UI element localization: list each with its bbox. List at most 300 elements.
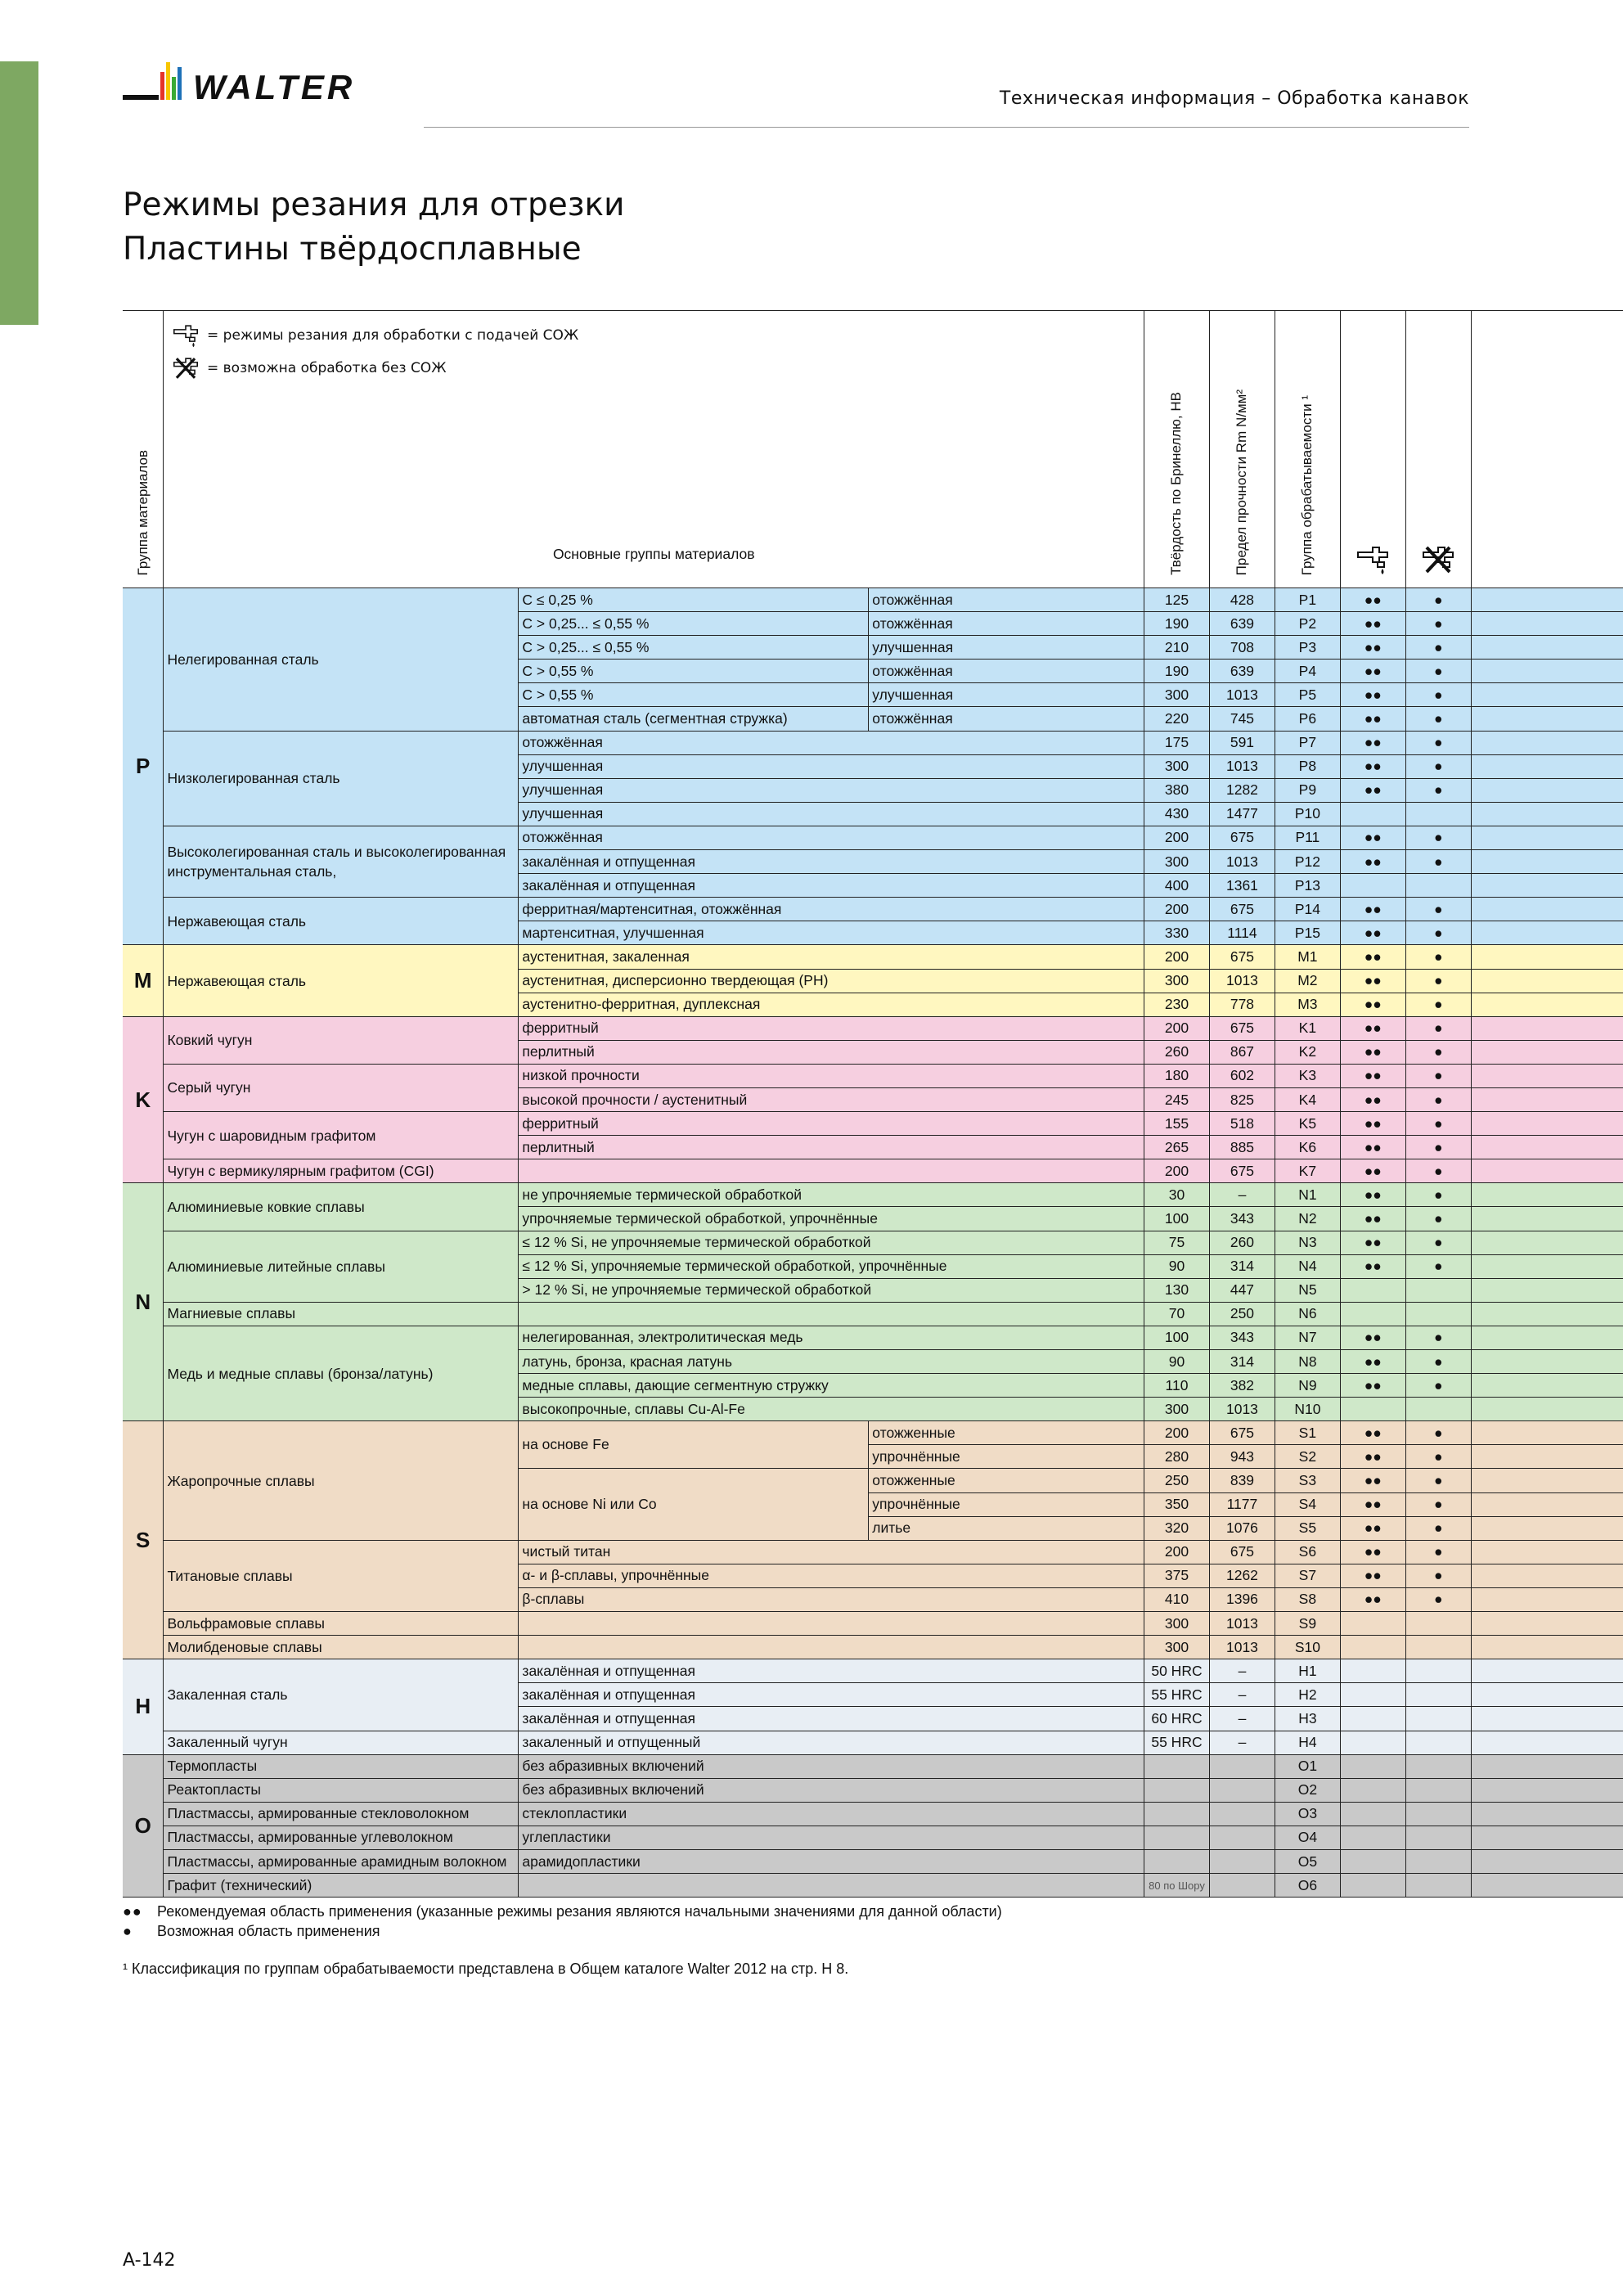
strength-value: 708 xyxy=(1209,636,1275,660)
wet-application xyxy=(1340,1302,1405,1326)
hardness-value: 200 xyxy=(1144,826,1210,849)
machinability-code: K2 xyxy=(1275,1040,1340,1064)
empty-cell xyxy=(1471,1636,1623,1659)
legend-dry: = возможна обработка без СОЖ xyxy=(168,352,578,385)
table-row xyxy=(123,1231,1623,1254)
strength-value: 675 xyxy=(1209,1421,1275,1445)
dry-application: ● xyxy=(1405,1516,1471,1540)
material-subgroup: на основе Ni или Co xyxy=(519,1469,869,1540)
hardness-value: 300 xyxy=(1144,1398,1210,1421)
hardness-value: 155 xyxy=(1144,1112,1210,1136)
dry-application xyxy=(1405,1683,1471,1707)
dry-application: ● xyxy=(1405,993,1471,1016)
strength-value: 250 xyxy=(1209,1302,1275,1326)
hardness-value: 300 xyxy=(1144,754,1210,778)
hardness-value xyxy=(1144,1849,1210,1873)
hardness-value xyxy=(1144,1754,1210,1778)
strength-value: 675 xyxy=(1209,898,1275,921)
empty-cell xyxy=(1471,1659,1623,1683)
machinability-code: S2 xyxy=(1275,1445,1340,1469)
material-subgroup: мартенситная, улучшенная xyxy=(519,921,1144,945)
hardness-value: 55 HRC xyxy=(1144,1731,1210,1754)
header-hardness: Твёрдость по Бринеллю, НВ xyxy=(1144,311,1210,588)
hardness-value: 300 xyxy=(1144,969,1210,993)
machinability-code: P3 xyxy=(1275,636,1340,660)
dry-application: ● xyxy=(1405,1421,1471,1445)
strength-value: 867 xyxy=(1209,1040,1275,1064)
empty-cell xyxy=(1471,1207,1623,1231)
material-subgroup xyxy=(519,1302,1144,1326)
material-subgroup: улучшенная xyxy=(519,802,1144,826)
wet-application: ●● xyxy=(1340,945,1405,969)
hardness-value: 100 xyxy=(1144,1326,1210,1349)
dry-application: ● xyxy=(1405,1087,1471,1111)
machinability-code: S4 xyxy=(1275,1492,1340,1516)
wet-application: ●● xyxy=(1340,826,1405,849)
strength-value: 1013 xyxy=(1209,754,1275,778)
coolant-legend xyxy=(168,319,578,385)
material-subgroup: аустенитно-ферритная, дуплексная xyxy=(519,993,1144,1016)
dry-application: ● xyxy=(1405,1564,1471,1587)
empty-cell xyxy=(1471,1136,1623,1159)
strength-value: 602 xyxy=(1209,1064,1275,1087)
wet-application: ●● xyxy=(1340,1183,1405,1207)
dry-application xyxy=(1405,1707,1471,1731)
hardness-value: 245 xyxy=(1144,1087,1210,1111)
material-group-name: Алюминиевые ковкие сплавы xyxy=(164,1183,519,1231)
material-subgroup: > 12 % Si, не упрочняемые термической обработкой xyxy=(519,1278,1144,1302)
material-group-name: Магниевые сплавы xyxy=(164,1302,519,1326)
wet-application: ●● xyxy=(1340,1374,1405,1398)
empty-cell xyxy=(1471,1254,1623,1278)
hardness-value: 100 xyxy=(1144,1207,1210,1231)
material-group-name: Закаленный чугун xyxy=(164,1731,519,1754)
dry-application xyxy=(1405,1278,1471,1302)
wet-application: ●● xyxy=(1340,1564,1405,1587)
page-number: A-142 xyxy=(123,2250,176,2271)
material-subgroup: высокопрочные, сплавы Cu-Al-Fe xyxy=(519,1398,1144,1421)
strength-value: 343 xyxy=(1209,1207,1275,1231)
machinability-code: O5 xyxy=(1275,1849,1340,1873)
material-subgroup xyxy=(519,1159,1144,1183)
double-dot-text: Рекомендуемая область применения (указанные режимы резания являются начальными значениями для данной области) xyxy=(157,1903,1002,1920)
table-row xyxy=(123,1826,1623,1849)
strength-value: 639 xyxy=(1209,660,1275,683)
material-subgroup: C > 0,55 % xyxy=(519,660,869,683)
hardness-value: 430 xyxy=(1144,802,1210,826)
wet-application: ●● xyxy=(1340,1040,1405,1064)
dry-application: ● xyxy=(1405,1254,1471,1278)
material-subgroup: аустенитная, дисперсионно твердеющая (PH) xyxy=(519,969,1144,993)
dry-application: ● xyxy=(1405,778,1471,802)
dry-application: ● xyxy=(1405,1445,1471,1469)
wet-application xyxy=(1340,874,1405,898)
material-subgroup: улучшенная xyxy=(519,754,1144,778)
machinability-code: H3 xyxy=(1275,1707,1340,1731)
wet-application: ●● xyxy=(1340,1254,1405,1278)
empty-cell xyxy=(1471,1421,1623,1445)
strength-value xyxy=(1209,1754,1275,1778)
machinability-code: P13 xyxy=(1275,874,1340,898)
hardness-value: 200 xyxy=(1144,1540,1210,1564)
table-row xyxy=(123,1326,1623,1349)
hardness-value: 190 xyxy=(1144,660,1210,683)
machinability-code: P10 xyxy=(1275,802,1340,826)
empty-cell xyxy=(1471,1469,1623,1492)
strength-value: 428 xyxy=(1209,588,1275,612)
dry-application: ● xyxy=(1405,588,1471,612)
wet-application xyxy=(1340,1612,1405,1636)
page-title xyxy=(123,183,624,272)
strength-value xyxy=(1209,1874,1275,1898)
machinability-code: P6 xyxy=(1275,707,1340,731)
material-condition: отожжённая xyxy=(869,612,1144,636)
machinability-code: N1 xyxy=(1275,1183,1340,1207)
dry-application: ● xyxy=(1405,1231,1471,1254)
wet-application: ●● xyxy=(1340,754,1405,778)
material-subgroup xyxy=(519,1612,1144,1636)
dry-application xyxy=(1405,1612,1471,1636)
strength-value: 639 xyxy=(1209,612,1275,636)
material-subgroup: ферритный xyxy=(519,1112,1144,1136)
empty-cell xyxy=(1471,1112,1623,1136)
hardness-value: 190 xyxy=(1144,612,1210,636)
material-group-name: Чугун с вермикулярным графитом (CGI) xyxy=(164,1159,519,1183)
wet-application xyxy=(1340,1659,1405,1683)
empty-cell xyxy=(1471,1445,1623,1469)
walter-logo xyxy=(123,59,355,116)
strength-value: 675 xyxy=(1209,826,1275,849)
footnote: ¹ Классификация по группам обрабатываемости представлена в Общем каталоге Walter 2012 на стр. H 8. xyxy=(123,1961,849,1977)
empty-cell xyxy=(1471,1874,1623,1898)
dry-application xyxy=(1405,1778,1471,1802)
material-subgroup: не упрочняемые термической обработкой xyxy=(519,1183,1144,1207)
wet-application: ●● xyxy=(1340,1207,1405,1231)
wet-application: ●● xyxy=(1340,1159,1405,1183)
strength-value: 1013 xyxy=(1209,1612,1275,1636)
material-subgroup: закалённая и отпущенная xyxy=(519,850,1144,874)
material-subgroup: упрочняемые термической обработкой, упрочнённые xyxy=(519,1207,1144,1231)
empty-cell xyxy=(1471,1516,1623,1540)
table-row xyxy=(123,1421,1623,1445)
machinability-code: N5 xyxy=(1275,1278,1340,1302)
hardness-value: 410 xyxy=(1144,1587,1210,1611)
empty-cell xyxy=(1471,636,1623,660)
empty-cell xyxy=(1471,1326,1623,1349)
walter-logo-icon xyxy=(123,59,188,116)
material-condition: улучшенная xyxy=(869,636,1144,660)
wet-application: ●● xyxy=(1340,1445,1405,1469)
strength-value xyxy=(1209,1778,1275,1802)
dry-application: ● xyxy=(1405,1587,1471,1611)
material-condition: отожжённая xyxy=(869,660,1144,683)
table-row xyxy=(123,1659,1623,1683)
hardness-value: 230 xyxy=(1144,993,1210,1016)
strength-value: 1282 xyxy=(1209,778,1275,802)
hardness-value: 60 HRC xyxy=(1144,1707,1210,1731)
machinability-code: S10 xyxy=(1275,1636,1340,1659)
empty-cell xyxy=(1471,1302,1623,1326)
wet-application: ●● xyxy=(1340,1087,1405,1111)
page-title-line2: Пластины твёрдосплавные xyxy=(123,231,582,268)
table-row xyxy=(123,1064,1623,1087)
legend-wet: = режимы резания для обработки с подачей СОЖ xyxy=(168,319,578,352)
material-condition: упрочнённые xyxy=(869,1445,1144,1469)
machinability-code: K7 xyxy=(1275,1159,1340,1183)
strength-value: 778 xyxy=(1209,993,1275,1016)
empty-cell xyxy=(1471,1683,1623,1707)
empty-cell xyxy=(1471,1064,1623,1087)
material-group-name: Серый чугун xyxy=(164,1064,519,1111)
strength-value: 518 xyxy=(1209,1112,1275,1136)
strength-value: 675 xyxy=(1209,1540,1275,1564)
dry-application: ● xyxy=(1405,660,1471,683)
wet-application: ●● xyxy=(1340,707,1405,731)
dry-application: ● xyxy=(1405,969,1471,993)
material-group-name: Титановые сплавы xyxy=(164,1540,519,1611)
dry-application: ● xyxy=(1405,1159,1471,1183)
machinability-code: H1 xyxy=(1275,1659,1340,1683)
hardness-value xyxy=(1144,1802,1210,1826)
material-group-letter: P xyxy=(123,588,164,945)
legend-notes xyxy=(123,1902,1002,1941)
wet-application: ●● xyxy=(1340,898,1405,921)
dry-application xyxy=(1405,1802,1471,1826)
machinability-code: P1 xyxy=(1275,588,1340,612)
machinability-code: M1 xyxy=(1275,945,1340,969)
table-row xyxy=(123,898,1623,921)
single-dot-text: Возможная область применения xyxy=(157,1923,380,1939)
empty-cell xyxy=(1471,1278,1623,1302)
table-row xyxy=(123,1159,1623,1183)
dry-application xyxy=(1405,1826,1471,1849)
strength-value: 675 xyxy=(1209,1016,1275,1040)
machinability-code: O4 xyxy=(1275,1826,1340,1849)
header-group: Группа материалов xyxy=(123,311,164,588)
dry-application: ● xyxy=(1405,1040,1471,1064)
wet-application: ●● xyxy=(1340,1231,1405,1254)
hardness-value xyxy=(1144,1778,1210,1802)
material-subgroup: на основе Fe xyxy=(519,1421,869,1469)
material-subgroup: C > 0,25... ≤ 0,55 % xyxy=(519,612,869,636)
hardness-value: 250 xyxy=(1144,1469,1210,1492)
strength-value: 1262 xyxy=(1209,1564,1275,1587)
strength-value: 1013 xyxy=(1209,1398,1275,1421)
strength-value: 1013 xyxy=(1209,969,1275,993)
hardness-value: 260 xyxy=(1144,1040,1210,1064)
hardness-value: 55 HRC xyxy=(1144,1683,1210,1707)
single-dot-symbol: ● xyxy=(123,1923,133,1939)
empty-cell xyxy=(1471,1087,1623,1111)
strength-value: – xyxy=(1209,1683,1275,1707)
empty-cell xyxy=(1471,921,1623,945)
wet-application xyxy=(1340,1683,1405,1707)
machinability-code: K4 xyxy=(1275,1087,1340,1111)
material-group-name: Реактопласты xyxy=(164,1778,519,1802)
table-row xyxy=(123,588,1623,612)
empty-cell xyxy=(1471,945,1623,969)
strength-value: – xyxy=(1209,1731,1275,1754)
material-subgroup: стеклопластики xyxy=(519,1802,1144,1826)
section-title: Техническая информация – Обработка канавок xyxy=(999,88,1469,109)
table-row xyxy=(123,1016,1623,1040)
dry-application: ● xyxy=(1405,1350,1471,1374)
hardness-value: 70 xyxy=(1144,1302,1210,1326)
material-subgroup: закалённая и отпущенная xyxy=(519,1659,1144,1683)
hardness-value: 175 xyxy=(1144,731,1210,754)
wet-application: ●● xyxy=(1340,1326,1405,1349)
material-subgroup: латунь, бронза, красная латунь xyxy=(519,1350,1144,1374)
dry-application: ● xyxy=(1405,707,1471,731)
wet-application: ●● xyxy=(1340,993,1405,1016)
strength-value: – xyxy=(1209,1183,1275,1207)
wet-application: ●● xyxy=(1340,731,1405,754)
material-condition: отожжённая xyxy=(869,588,1144,612)
dry-application xyxy=(1405,1398,1471,1421)
table-row xyxy=(123,1183,1623,1207)
empty-cell xyxy=(1471,1398,1623,1421)
machinability-code: H4 xyxy=(1275,1731,1340,1754)
dry-application xyxy=(1405,802,1471,826)
hardness-value: 210 xyxy=(1144,636,1210,660)
empty-cell xyxy=(1471,754,1623,778)
table-row xyxy=(123,945,1623,969)
table-row xyxy=(123,1802,1623,1826)
material-subgroup: автоматная сталь (сегментная стружка) xyxy=(519,707,869,731)
logo-text: WALTER xyxy=(193,68,356,106)
dry-application: ● xyxy=(1405,826,1471,849)
wet-application: ●● xyxy=(1340,636,1405,660)
machinability-code: N6 xyxy=(1275,1302,1340,1326)
empty-cell xyxy=(1471,1540,1623,1564)
empty-cell xyxy=(1471,588,1623,612)
dry-application: ● xyxy=(1405,898,1471,921)
section-tab xyxy=(0,61,38,325)
empty-cell xyxy=(1471,683,1623,707)
material-subgroup: C ≤ 0,25 % xyxy=(519,588,869,612)
hardness-value: 280 xyxy=(1144,1445,1210,1469)
material-subgroup: ферритный xyxy=(519,1016,1144,1040)
strength-value: 314 xyxy=(1209,1254,1275,1278)
dry-application xyxy=(1405,1849,1471,1873)
machinability-code: N2 xyxy=(1275,1207,1340,1231)
table-row xyxy=(123,731,1623,754)
empty-cell xyxy=(1471,969,1623,993)
wet-application: ●● xyxy=(1340,660,1405,683)
hardness-value: 90 xyxy=(1144,1254,1210,1278)
wet-application: ●● xyxy=(1340,1064,1405,1087)
machinability-code: K6 xyxy=(1275,1136,1340,1159)
strength-value: 382 xyxy=(1209,1374,1275,1398)
hardness-value: 180 xyxy=(1144,1064,1210,1087)
material-condition: отожжённая xyxy=(869,707,1144,731)
strength-value: 1477 xyxy=(1209,802,1275,826)
machinability-code: S6 xyxy=(1275,1540,1340,1564)
material-condition: упрочнённые xyxy=(869,1492,1144,1516)
empty-cell xyxy=(1471,707,1623,731)
page-title-line1: Режимы резания для отрезки xyxy=(123,187,625,223)
hardness-value: 300 xyxy=(1144,1612,1210,1636)
machinability-code: S8 xyxy=(1275,1587,1340,1611)
cutting-data-table xyxy=(123,310,1623,1898)
hardness-value: 320 xyxy=(1144,1516,1210,1540)
header-empty xyxy=(1471,311,1623,588)
empty-cell xyxy=(1471,826,1623,849)
strength-value: 1076 xyxy=(1209,1516,1275,1540)
material-subgroup: ≤ 12 % Si, не упрочняемые термической обработкой xyxy=(519,1231,1144,1254)
material-group-name: Нелегированная сталь xyxy=(164,588,519,732)
dry-application: ● xyxy=(1405,683,1471,707)
material-group-name: Нержавеющая сталь xyxy=(164,945,519,1016)
machinability-code: S7 xyxy=(1275,1564,1340,1587)
material-group-name: Закаленная сталь xyxy=(164,1659,519,1731)
dry-application xyxy=(1405,1659,1471,1683)
strength-value: 1013 xyxy=(1209,683,1275,707)
wet-application xyxy=(1340,1778,1405,1802)
material-subgroup: нелегированная, электролитическая медь xyxy=(519,1326,1144,1349)
material-group-name: Вольфрамовые сплавы xyxy=(164,1612,519,1636)
strength-value: 260 xyxy=(1209,1231,1275,1254)
material-group-name: Графит (технический) xyxy=(164,1874,519,1898)
material-group-name: Медь и медные сплавы (бронза/латунь) xyxy=(164,1326,519,1420)
machinability-code: S1 xyxy=(1275,1421,1340,1445)
dry-application: ● xyxy=(1405,850,1471,874)
machinability-code: O6 xyxy=(1275,1874,1340,1898)
machinability-code: P15 xyxy=(1275,921,1340,945)
material-subgroup: закаленный и отпущенный xyxy=(519,1731,1144,1754)
wet-application xyxy=(1340,802,1405,826)
empty-cell xyxy=(1471,1350,1623,1374)
empty-cell xyxy=(1471,850,1623,874)
empty-cell xyxy=(1471,1564,1623,1587)
hardness-value: 300 xyxy=(1144,1636,1210,1659)
wet-application: ●● xyxy=(1340,1587,1405,1611)
wet-application: ●● xyxy=(1340,1421,1405,1445)
dry-application xyxy=(1405,1302,1471,1326)
empty-cell xyxy=(1471,1231,1623,1254)
machinability-code: S5 xyxy=(1275,1516,1340,1540)
material-subgroup: отожжённая xyxy=(519,826,1144,849)
strength-value: 1177 xyxy=(1209,1492,1275,1516)
material-subgroup: чистый титан xyxy=(519,1540,1144,1564)
wet-application: ●● xyxy=(1340,1516,1405,1540)
material-group-letter: S xyxy=(123,1421,164,1659)
material-group-name: Жаропрочные сплавы xyxy=(164,1421,519,1540)
table-row xyxy=(123,1636,1623,1659)
wet-application: ●● xyxy=(1340,778,1405,802)
wet-application xyxy=(1340,1849,1405,1873)
material-subgroup: α- и β-сплавы, упрочнённые xyxy=(519,1564,1144,1587)
material-subgroup: ферритная/мартенситная, отожжённая xyxy=(519,898,1144,921)
material-subgroup: низкой прочности xyxy=(519,1064,1144,1087)
material-subgroup xyxy=(519,1636,1144,1659)
wet-application xyxy=(1340,1874,1405,1898)
coolant-tap-icon xyxy=(1355,544,1391,575)
material-condition: отожженные xyxy=(869,1421,1144,1445)
hardness-value: 200 xyxy=(1144,1421,1210,1445)
hardness-value: 375 xyxy=(1144,1564,1210,1587)
material-subgroup: ≤ 12 % Si, упрочняемые термической обработкой, упрочнённые xyxy=(519,1254,1144,1278)
empty-cell xyxy=(1471,660,1623,683)
strength-value: 675 xyxy=(1209,1159,1275,1183)
wet-application: ●● xyxy=(1340,1469,1405,1492)
hardness-value: 200 xyxy=(1144,1159,1210,1183)
wet-application: ●● xyxy=(1340,683,1405,707)
empty-cell xyxy=(1471,1040,1623,1064)
table-row xyxy=(123,826,1623,849)
table-row xyxy=(123,1849,1623,1873)
hardness-value: 400 xyxy=(1144,874,1210,898)
